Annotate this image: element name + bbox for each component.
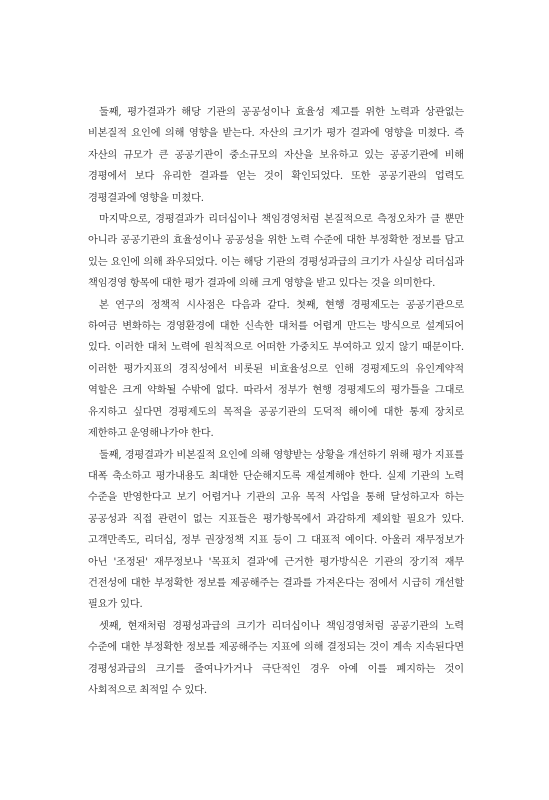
paragraph-5: 셋째, 현재처럼 경평성과급의 크기가 리더십이나 책임경영처럼 공공기관의 노력 수준에 대한 부정확한 정보를 제공해주는 지표에 의해 결정되는 것이 계속 지속된다면 경평성과급의 크기를 줄여나가거나 극단적인 경우 아예 이를 폐지하는 것이 사회적으로 최적일 수 있다.: [88, 620, 464, 696]
paragraph-3: 본 연구의 정책적 시사점은 다음과 같다. 첫째, 현행 경평제도는 공공기관으로 하여금 변화하는 경영환경에 대한 신속한 대처를 어렵게 만드는 방식으로 설계되어 있다. 이러한 대처 노력에 원칙적으로 어떠한 가중치도 부여하고 있지 않기 때문이다. 이러한 평가지표의 경직성에서 비롯된 비효율성으로 인해 경평제도의 유인계약적 역할은 크게 약화될 수밖에 없다. 따라서 정부가 현행 경평제도의 평가틀을 그대로 유지하고 싶다면 경평제도의 목적을 공공기관의 도덕적 해이에 대한 통제 장치로 제한하고 운영해나가야 한다.: [88, 299, 464, 440]
paragraph-1: 둘째, 평가결과가 해당 기관의 공공성이나 효율성 제고를 위한 노력과 상관없는 비본질적 요인에 의해 영향을 받는다. 자산의 크기가 평가 결과에 영향을 미쳤다. 즉 자산의 규모가 큰 공공기관이 중소규모의 자산을 보유하고 있는 공공기관에 비해 경평에서 보다 유리한 결과를 얻는 것이 확인되었다. 또한 공공기관의 업력도 경평결과에 영향을 미쳤다.: [88, 107, 464, 204]
paragraph-2: 마지막으로, 경평결과가 리더십이나 책임경영처럼 본질적으로 측정오차가 클 뿐만 아니라 공공기관의 효율성이나 공공성을 위한 노력 수준에 대한 부정확한 정보를 담고 있는 요인에 의해 좌우되었다. 이는 해당 기관의 경평성과급의 크기가 사실상 리더십과 책임경영 항목에 대한 평가 결과에 의해 크게 영향을 받고 있다는 것을 의미한다.: [88, 214, 464, 290]
document-page: [88, 102, 464, 701]
paragraph-4: 둘째, 경평결과가 비본질적 요인에 의해 영향받는 상황을 개선하기 위해 평가 지표를 대폭 축소하고 평가내용도 최대한 단순해지도록 재설계해야 한다. 실제 기관의 노력 수준을 반영한다고 보기 어렵거나 기관의 고유 목적 사업을 통해 달성하고자 하는 공공성과 직접 관련이 없는 지표들은 평가항목에서 과감하게 제외할 필요가 있다. 고객만족도, 리더십, 정부 권장정책 지표 등이 그 대표적 예이다. 아울러 재무정보가 아닌 '조정된' 재무정보나 '목표치 결과'에 근거한 평가방식은 기관의 장기적 재무 건전성에 대한 부정확한 정보를 제공해주는 결과를 가져온다는 점에서 시급히 개선할 필요가 있다.: [88, 449, 464, 611]
